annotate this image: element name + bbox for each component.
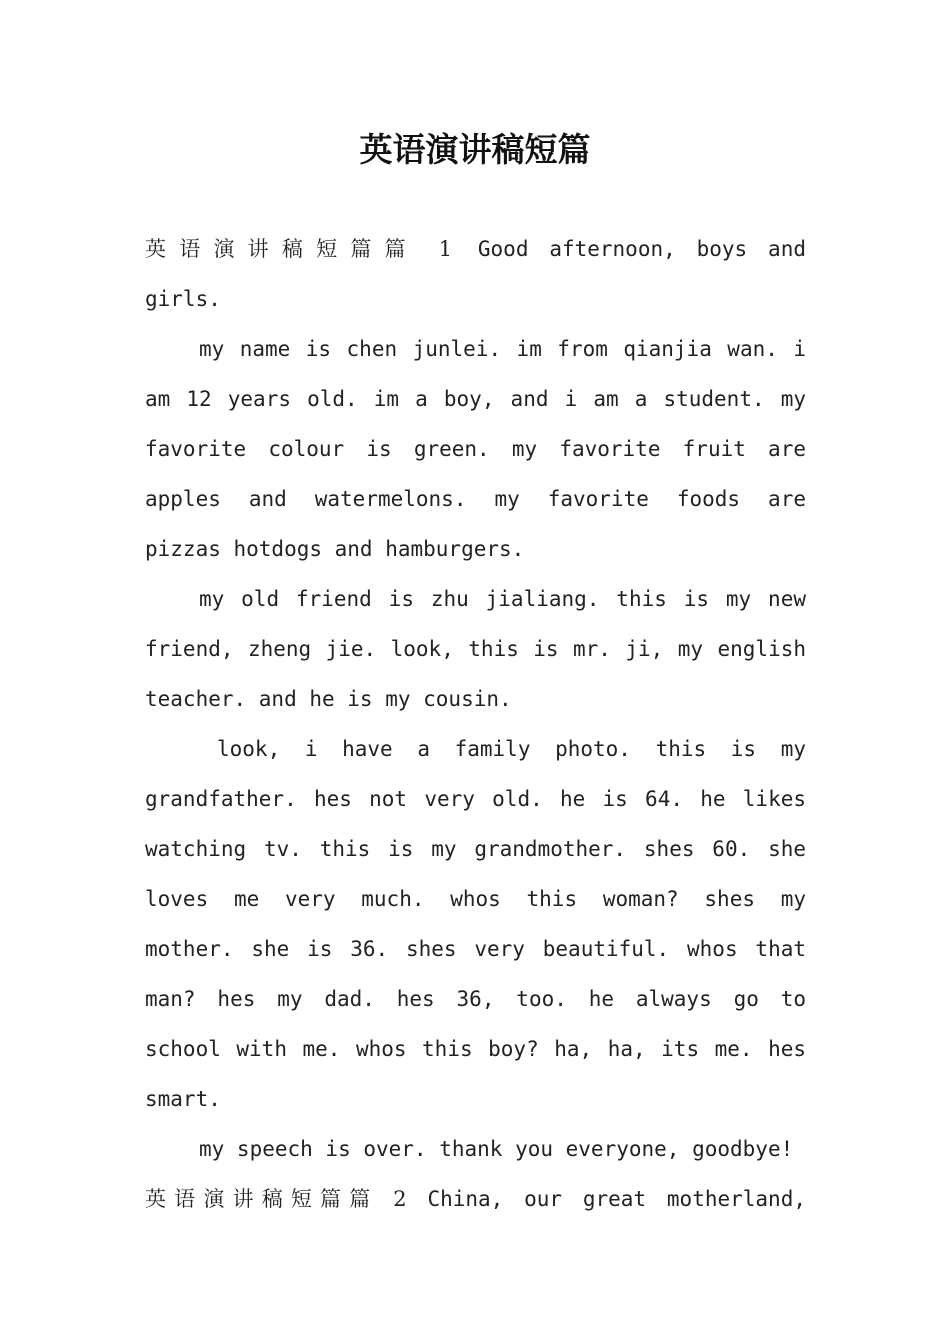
paragraph-line: mother. she is 36. shes very beautiful. whos that	[145, 937, 806, 961]
section2-heading-line	[145, 1184, 806, 1214]
section1-heading: 英语演讲稿短篇篇 1	[145, 237, 458, 261]
paragraph-line: pizzas hotdogs and hamburgers.	[145, 537, 525, 561]
page-title: 英语演讲稿短篇	[359, 130, 591, 169]
paragraph-line: school with me. whos this boy? ha, ha, its me. hes	[145, 1037, 806, 1061]
section2-opening: China, our great motherland,	[427, 1187, 806, 1211]
section1-opening: Good afternoon, boys and	[477, 237, 806, 261]
paragraph-line: smart.	[145, 1087, 221, 1111]
paragraph-line: man? hes my dad. hes 36, too. he always go to	[145, 987, 806, 1011]
paragraph-line: friend, zheng jie. look, this is mr. ji, my english	[145, 637, 806, 661]
paragraph-line: my speech is over. thank you everyone, goodbye!	[199, 1137, 794, 1161]
paragraph-line: my old friend is zhu jialiang. this is my new	[199, 587, 806, 611]
paragraph-line: favorite colour is green. my favorite fruit are	[145, 437, 806, 461]
paragraph-line: my name is chen junlei. im from qianjia wan. i	[199, 337, 806, 361]
section1-opening-cont: girls.	[145, 287, 221, 311]
section2-heading: 英语演讲稿短篇篇 2	[145, 1187, 407, 1211]
paragraph-line: look, i have a family photo. this is my	[217, 737, 806, 761]
paragraph-line: apples and watermelons. my favorite foods are	[145, 487, 806, 511]
paragraph-line: teacher. and he is my cousin.	[145, 687, 512, 711]
paragraph-line: loves me very much. whos this woman? shes my	[145, 887, 806, 911]
section1-heading-line	[145, 234, 806, 264]
paragraph-line: watching tv. this is my grandmother. shes 60. she	[145, 837, 806, 861]
paragraph-line: grandfather. hes not very old. he is 64. he likes	[145, 787, 806, 811]
paragraph-line: am 12 years old. im a boy, and i am a student. my	[145, 387, 806, 411]
